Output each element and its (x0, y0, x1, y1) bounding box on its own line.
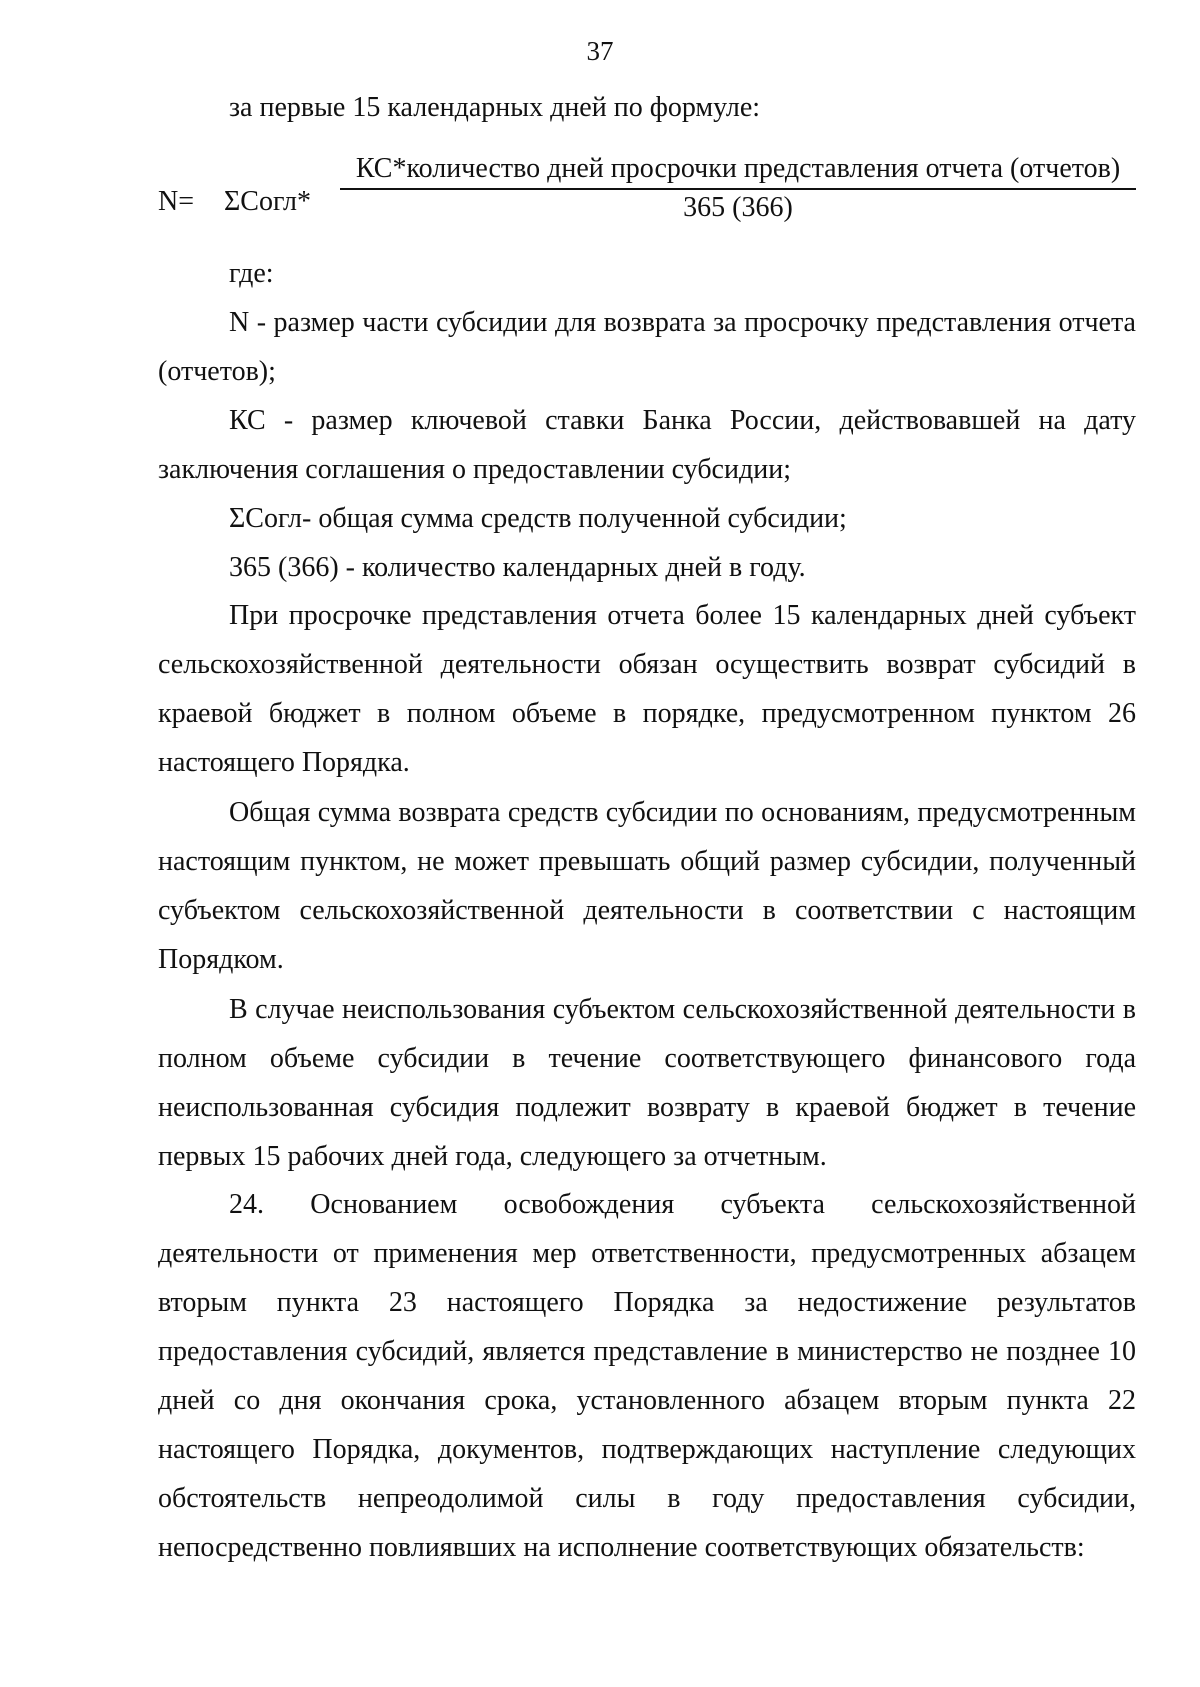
formula-lhs: N= (158, 186, 195, 217)
paragraph-block-1 (158, 591, 1136, 787)
definition-n: N - размер части субсидии для возврата за просрочку представления отчета (отчетов); (158, 307, 1136, 387)
paragraph-block-4 (158, 1180, 1136, 1572)
clause-24-paragraph: 24. Основанием освобождения субъекта сельскохозяйственной деятельности от применения мер ответственности, предусмотренных абзацем вторым пункта 23 настоящего Порядка за недостижение результатов предоставления субсидий, является представление в министерство не позднее 10 дней со дня окончания срока, установленного абзацем вторым пункта 22 настоящего Порядка, документов, подтверждающих наступление следующих обстоятельств непреодолимой силы в году предоставления субсидии, непосредственно повлиявших на исполнение соответствующих обязательств: (158, 1189, 1136, 1563)
formula-denominator: 365 (366) (683, 192, 793, 223)
formula-intro-line: за первые 15 календарных дней по формуле: (229, 92, 761, 123)
page-number: 37 (586, 36, 614, 66)
definition-ks: КС - размер ключевой ставки Банка России, действовавшей на дату заключения соглашения о предоставлении субсидии; (158, 405, 1136, 485)
formula-numerator: КС*количество дней просрочки представления отчета (отчетов) (340, 152, 1136, 190)
body-paragraph: Общая сумма возврата средств субсидии по основаниям, предусмотренным настоящим пунктом, не может превышать общий размер субсидии, полученный субъектом сельскохозяйственной деятельности в соответствии с настоящим Порядком. (158, 797, 1136, 975)
where-label: где: (229, 258, 274, 289)
body-paragraph: В случае неиспользования субъектом сельскохозяйственной деятельности в полном объеме субсидии в течение соответствующего финансового года неиспользованная субсидия подлежит возврату в краевой бюджет в течение первых 15 рабочих дней года, следующего за отчетным. (158, 994, 1136, 1172)
formula-sum-factor: ΣСогл* (224, 186, 312, 217)
paragraph-block-2 (158, 788, 1136, 984)
paragraph-block-3 (158, 985, 1136, 1181)
formula-fraction (340, 152, 1136, 226)
definition-days: 365 (366) - количество календарных дней в году. (229, 552, 806, 583)
definitions-block (158, 298, 1136, 592)
body-paragraph: При просрочке представления отчета более 15 календарных дней субъект сельскохозяйственной деятельности обязан осуществить возврат субсидий в краевой бюджет в полном объеме в порядке, предусмотренном пунктом 26 настоящего Порядка. (158, 600, 1136, 778)
definition-sum: ΣСогл- общая сумма средств полученной субсидии; (229, 503, 847, 534)
